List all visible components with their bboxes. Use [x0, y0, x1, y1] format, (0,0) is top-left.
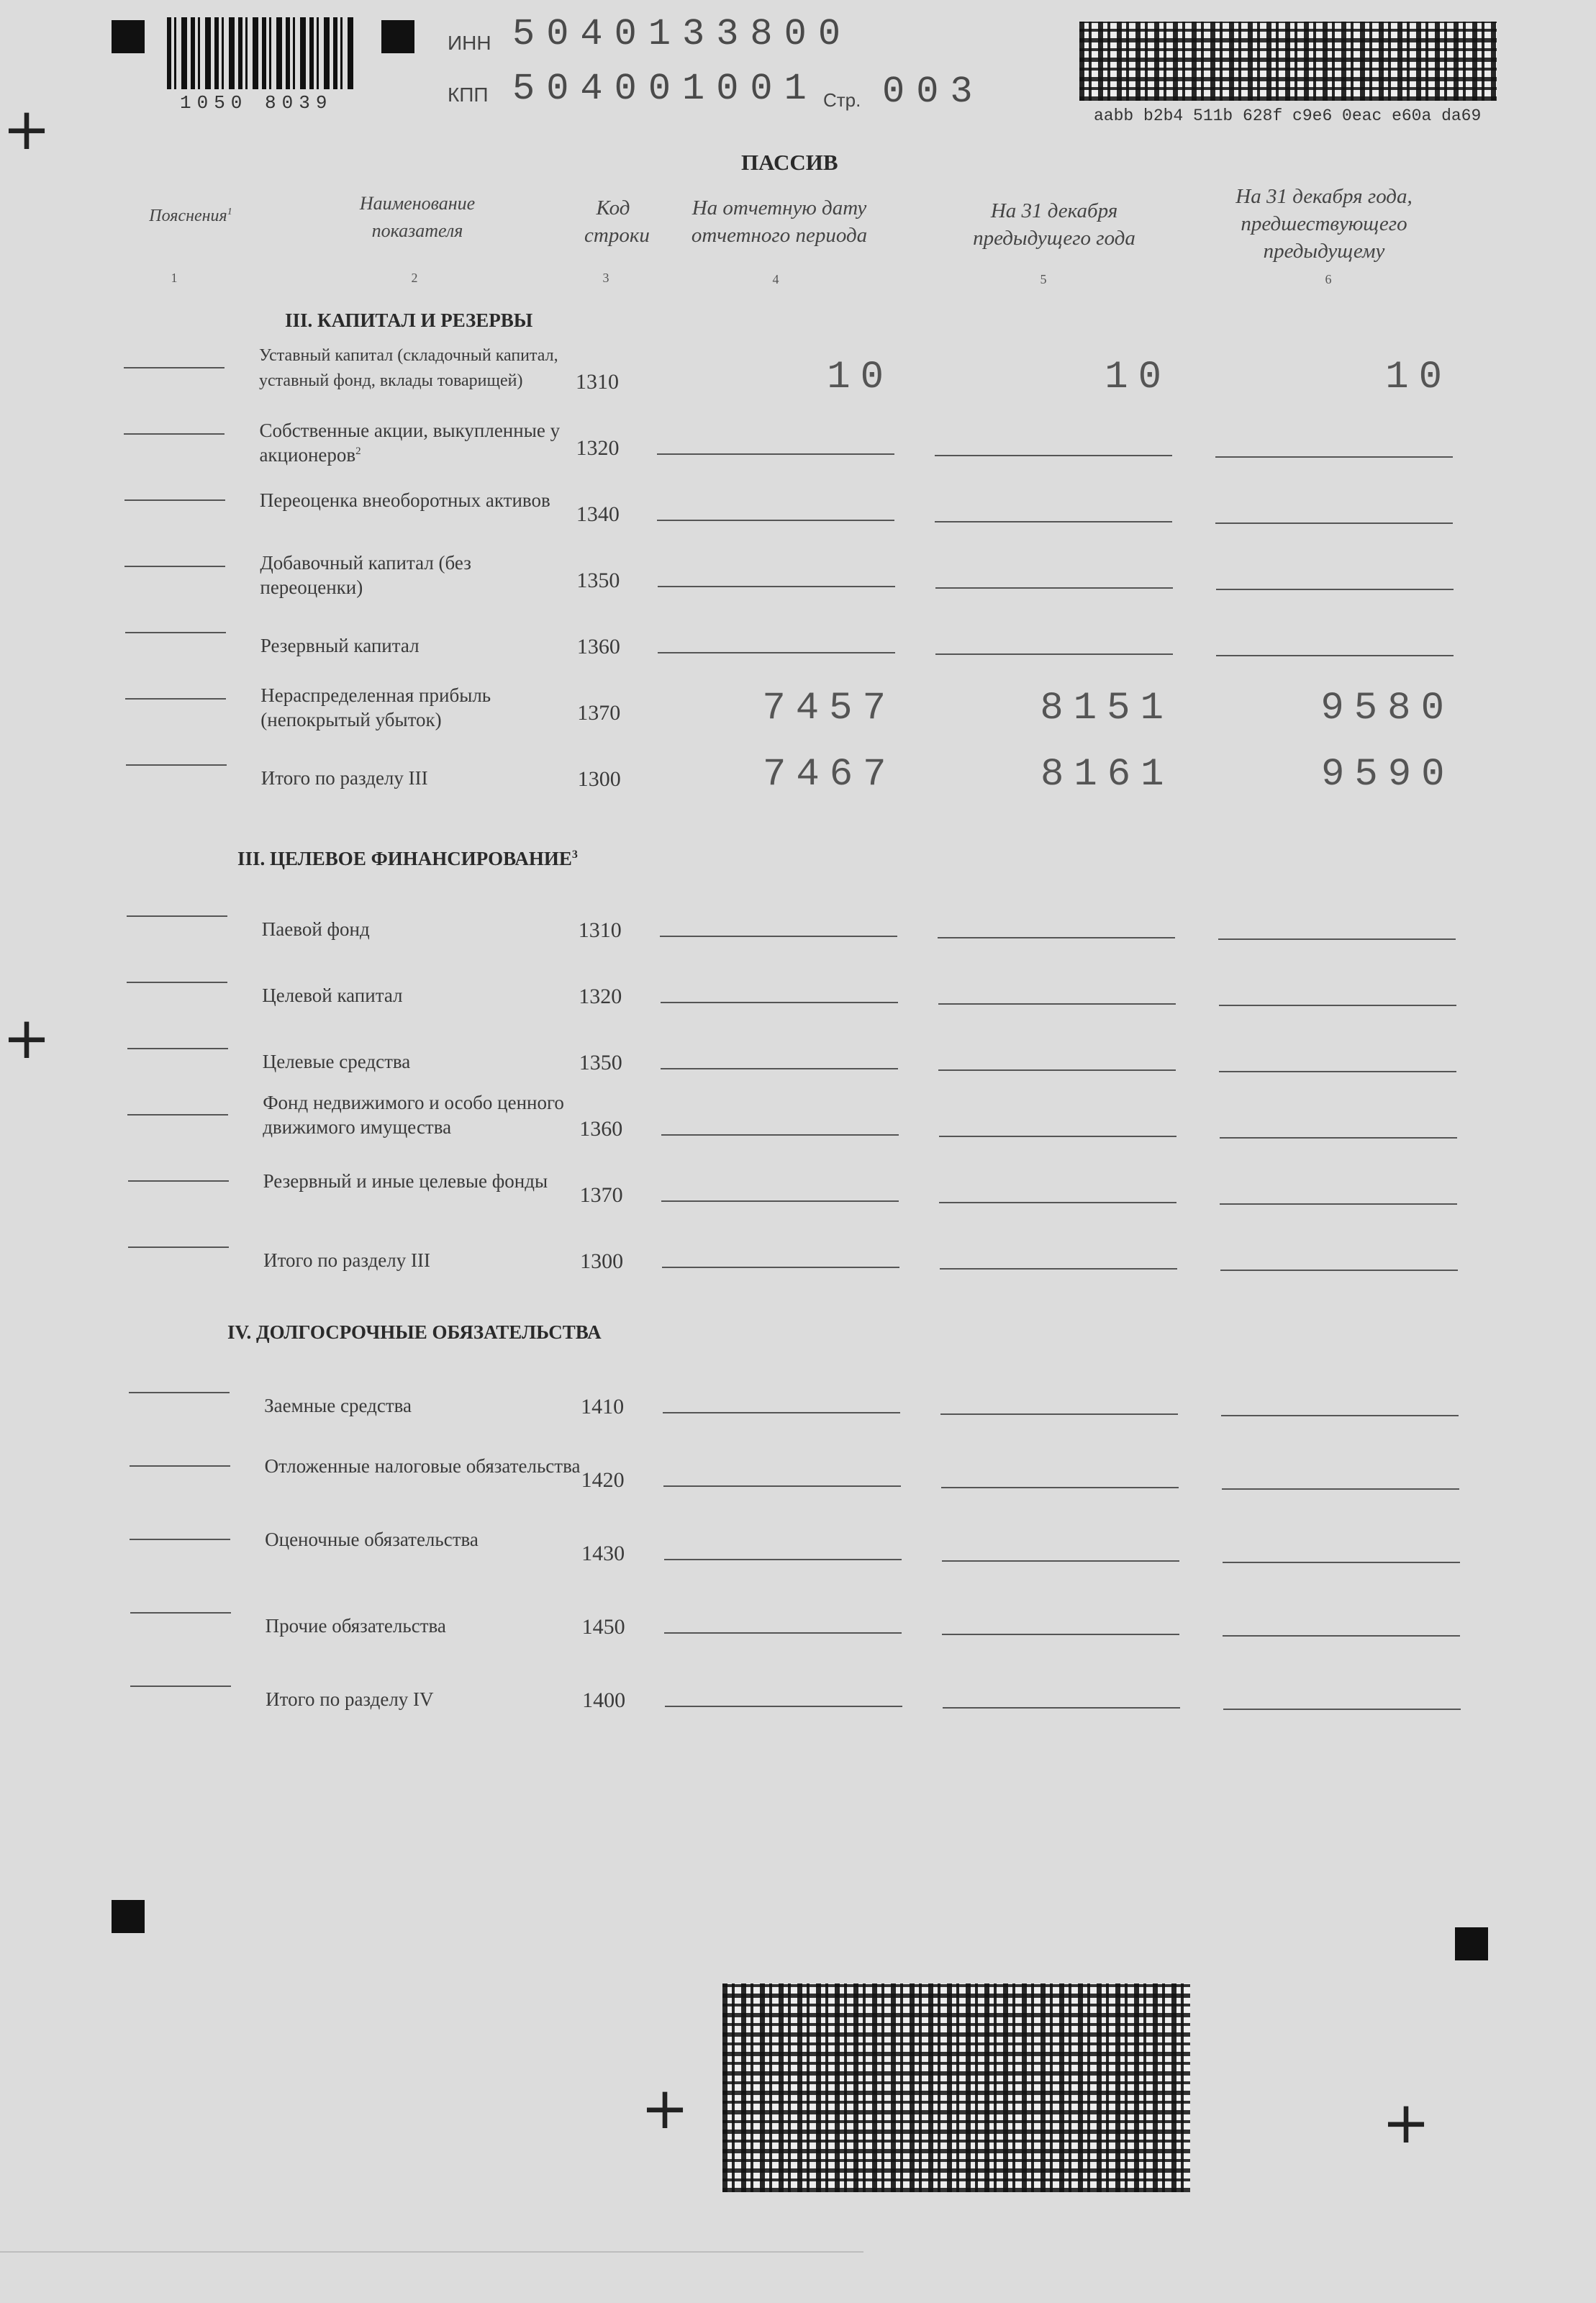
line-code: 1320 [576, 436, 620, 460]
alignment-mark-bottom-right [1455, 1927, 1488, 1960]
crosshair-mark-bottom-right: + [1382, 2089, 1430, 2156]
line-code: 1310 [576, 370, 619, 394]
value-cell-col5[interactable] [938, 901, 1175, 966]
table-row [0, 346, 1596, 417]
alignment-mark-bottom-left [112, 1900, 145, 1933]
line-code: 1410 [581, 1395, 625, 1419]
value-cell-col4[interactable] [663, 1451, 901, 1516]
indicator-name [263, 1167, 580, 1192]
value-text: 10 [827, 356, 894, 399]
value-blank-line [935, 587, 1173, 589]
value-blank-line [1215, 522, 1453, 524]
indicator-name [262, 915, 579, 940]
column-header-year-before: На 31 декабря года, предшествующего предыдущему [1235, 185, 1413, 263]
value-cell-col6[interactable] [1220, 1100, 1457, 1164]
value-blank-line [661, 1134, 899, 1136]
explanation-blank [130, 1465, 230, 1467]
column-header-explanations [119, 199, 263, 230]
line-code: 1300 [580, 1249, 624, 1273]
value-text: 7467 [762, 753, 897, 797]
value-cell-col4[interactable] [658, 551, 895, 616]
indicator-name [263, 1048, 579, 1072]
value-blank-line [657, 453, 894, 455]
table-row [0, 1451, 1596, 1516]
value-cell-col4[interactable] [661, 1100, 899, 1164]
value-cell-col6[interactable] [1216, 617, 1454, 682]
bottom-2d-barcode [722, 1983, 1190, 2192]
crosshair-mark-left-top: + [2, 96, 51, 163]
value-blank-line [940, 1268, 1177, 1270]
indicator-name [263, 1246, 580, 1271]
crosshair-mark-left-middle: + [2, 1005, 51, 1072]
table-row [0, 551, 1596, 616]
value-cell-col4[interactable] [661, 967, 898, 1032]
value-text: 9580 [1320, 687, 1454, 730]
table-row [0, 419, 1596, 484]
column-header-line-code: Код строки [584, 196, 650, 247]
inn-label: ИНН [448, 32, 491, 54]
column-header-previous-year: На 31 декабря предыдущего года [973, 199, 1135, 250]
line-code: 1370 [577, 701, 621, 725]
value-cell-col4[interactable] [658, 617, 895, 682]
value-cell-col6[interactable] [1215, 485, 1453, 550]
column-number-5: 5 [1040, 272, 1047, 286]
line-code: 1350 [576, 569, 620, 592]
value-cell-col4[interactable] [664, 1598, 902, 1662]
indicator-name-text: Итого по разделу III [263, 1249, 430, 1271]
value-blank-line [935, 653, 1173, 655]
indicator-name-text: Уставный капитал (складочный капитал, уставный фонд, вклады товарищей) [259, 346, 558, 390]
value-cell-col4[interactable] [661, 1166, 899, 1231]
table-row [0, 684, 1596, 748]
value-cell-col5[interactable] [935, 485, 1172, 550]
inn-value: 5040133800 [512, 13, 853, 55]
explanation-blank [130, 1686, 231, 1687]
value-cell-col6[interactable] [1215, 419, 1453, 484]
value-cell-col4[interactable] [657, 485, 894, 550]
line-code: 1370 [579, 1183, 623, 1207]
value-blank-line [663, 1485, 901, 1487]
indicator-name [260, 487, 576, 511]
table-row [0, 1092, 1596, 1164]
indicator-name [264, 1392, 581, 1416]
indicator-name-text: Паевой фонд [261, 918, 370, 940]
value-blank-line [1215, 456, 1453, 458]
value-blank-line [1220, 1270, 1458, 1271]
section-heading-targeted-financing [237, 848, 578, 870]
alignment-mark-top-left [112, 20, 145, 53]
page-barcode [167, 17, 355, 89]
value-cell-col6[interactable] [1217, 684, 1454, 748]
indicator-name [266, 1612, 582, 1637]
section-heading-long-term-liabilities-text: IV. ДОЛГОСРОЧНЫЕ ОБЯЗАТЕЛЬСТВА [227, 1321, 602, 1343]
value-cell-col4[interactable] [663, 1377, 900, 1442]
indicator-name-text: Отложенные налоговые обязательства [264, 1455, 581, 1477]
value-cell-col4[interactable] [659, 750, 897, 815]
value-cell-col6[interactable] [1221, 1377, 1459, 1442]
table-row [0, 967, 1596, 1032]
page-number: 003 [882, 71, 984, 113]
crosshair-mark-bottom-left: + [640, 2075, 689, 2142]
indicator-name [259, 420, 576, 466]
value-cell-col4[interactable] [662, 1232, 899, 1297]
value-cell-col6[interactable] [1218, 750, 1455, 815]
table-row [0, 901, 1596, 966]
indicator-name-text: Собственные акции, выкупленные у акционеров [259, 420, 561, 466]
value-cell-col5[interactable] [935, 419, 1172, 484]
line-code: 1300 [577, 767, 621, 791]
value-text: 8161 [1040, 753, 1174, 797]
column-number-3: 3 [602, 271, 609, 285]
value-cell-col6[interactable] [1223, 1598, 1460, 1662]
table-row [0, 1166, 1596, 1231]
table-row [0, 1524, 1596, 1589]
section-heading-capital [285, 309, 532, 332]
indicator-name-text: Целевые средства [262, 1051, 411, 1072]
indicator-name-text: Итого по разделу III [260, 767, 428, 789]
value-blank-line [660, 936, 897, 937]
value-blank-line [935, 521, 1172, 522]
value-cell-col4[interactable] [658, 684, 896, 748]
value-blank-line [941, 1487, 1179, 1488]
value-cell-col6[interactable] [1222, 1451, 1459, 1516]
explanation-blank [129, 1392, 230, 1393]
column-header-explanations-text: Пояснения [149, 207, 227, 225]
indicator-name [261, 764, 578, 789]
indicator-name [260, 553, 576, 598]
value-cell-col4[interactable] [665, 1671, 902, 1736]
value-blank-line [663, 1412, 900, 1413]
value-cell-col6[interactable] [1215, 353, 1452, 417]
page-label: Стр. [823, 89, 861, 111]
column-number-2: 2 [411, 271, 418, 285]
value-cell-col5[interactable] [936, 684, 1174, 748]
value-cell-col4[interactable] [660, 901, 897, 966]
value-blank-line [940, 1413, 1178, 1415]
value-blank-line [1221, 1415, 1459, 1416]
value-text: 10 [1105, 356, 1171, 399]
kpp-label: КПП [448, 83, 489, 106]
value-cell-col6[interactable] [1223, 1671, 1461, 1736]
value-cell-col4[interactable] [661, 1033, 898, 1098]
column-header-indicator: Наименование показателя [359, 193, 476, 241]
value-cell-col6[interactable] [1223, 1524, 1460, 1589]
value-cell-col5[interactable] [940, 1377, 1178, 1442]
indicator-name-text: Итого по разделу IV [266, 1688, 434, 1710]
value-blank-line [942, 1560, 1179, 1562]
table-row [0, 750, 1596, 815]
explanation-blank [124, 367, 225, 368]
value-blank-line [1216, 655, 1454, 656]
line-code: 1400 [582, 1688, 626, 1712]
value-blank-line [1219, 1071, 1456, 1072]
value-cell-col4[interactable] [664, 1524, 902, 1589]
value-blank-line [657, 520, 894, 521]
value-text: 9590 [1320, 753, 1455, 797]
explanation-blank [128, 1246, 229, 1248]
section-heading-capital-text: III. КАПИТАЛ И РЕЗЕРВЫ [285, 309, 533, 331]
column-header-explanations-footnote: 1 [227, 207, 232, 217]
explanation-blank [125, 698, 226, 700]
indicator-name-text: Резервный капитал [260, 635, 420, 656]
value-blank-line [1220, 1203, 1457, 1205]
line-code: 1340 [576, 502, 620, 526]
indicator-name-text: Прочие обязательства [265, 1615, 446, 1637]
value-blank-line [661, 1068, 898, 1069]
line-code: 1350 [579, 1051, 622, 1074]
value-cell-col6[interactable] [1216, 551, 1454, 616]
value-cell-col5[interactable] [938, 1033, 1176, 1098]
value-blank-line [939, 1136, 1176, 1137]
value-cell-col6[interactable] [1218, 901, 1456, 966]
table-row [0, 485, 1596, 550]
page-bottom-edge-line [0, 2251, 863, 2253]
value-blank-line [661, 1200, 899, 1202]
value-blank-line [938, 937, 1175, 938]
indicator-name [262, 982, 579, 1006]
value-cell-col6[interactable] [1219, 1033, 1456, 1098]
indicator-name [263, 1092, 579, 1138]
indicator-name-text: Добавочный капитал (без переоценки) [260, 552, 471, 598]
value-blank-line [938, 1069, 1176, 1071]
value-blank-line [662, 1267, 899, 1268]
explanation-blank [127, 1114, 228, 1116]
value-cell-col4[interactable] [657, 419, 894, 484]
value-cell-col5[interactable] [942, 1598, 1179, 1662]
explanation-blank [127, 982, 227, 983]
value-blank-line [664, 1632, 902, 1634]
alignment-mark-top-center [381, 20, 414, 53]
value-cell-col4[interactable] [656, 353, 894, 417]
value-blank-line [1216, 589, 1454, 590]
explanation-blank [125, 632, 226, 633]
value-blank-line [1220, 1137, 1457, 1139]
section-heading-footnote: 3 [571, 849, 578, 861]
value-blank-line [942, 1634, 1179, 1635]
value-cell-col5[interactable] [938, 967, 1176, 1032]
indicator-name [260, 632, 577, 656]
table-row [0, 617, 1596, 682]
value-text: 10 [1385, 356, 1452, 399]
value-blank-line [943, 1707, 1180, 1709]
value-blank-line [658, 586, 895, 587]
indicator-name [260, 685, 577, 730]
explanation-blank [130, 1539, 230, 1540]
explanation-blank [130, 1612, 231, 1614]
value-text: 8151 [1040, 687, 1174, 730]
column-number-1: 1 [171, 271, 178, 285]
explanation-blank [124, 566, 225, 567]
indicator-name-text: Резервный и иные целевые фонды [263, 1170, 548, 1192]
line-code: 1430 [581, 1542, 625, 1565]
value-cell-col6[interactable] [1220, 1166, 1457, 1231]
column-number-4: 4 [772, 272, 779, 286]
indicator-name-text: Переоценка внеоборотных активов [259, 489, 550, 511]
explanation-blank [124, 433, 225, 435]
indicator-name [259, 345, 576, 392]
indicator-name [265, 1526, 581, 1550]
value-cell-col5[interactable] [940, 1232, 1177, 1297]
indicator-name-text: Оценочные обязательства [265, 1529, 479, 1550]
value-cell-col5[interactable] [939, 1100, 1176, 1164]
value-blank-line [1222, 1488, 1459, 1490]
table-row [0, 1377, 1596, 1442]
kpp-value: 504001001 [512, 68, 818, 110]
indicator-footnote: 2 [355, 445, 361, 457]
table-row [0, 1232, 1596, 1297]
line-code: 1450 [581, 1615, 625, 1639]
table-row [0, 1598, 1596, 1662]
barcode-number: 1050 8039 [180, 92, 333, 114]
value-cell-col5[interactable] [934, 353, 1171, 417]
line-code: 1320 [579, 985, 622, 1008]
value-cell-col5[interactable] [939, 1166, 1176, 1231]
page-title: ПАССИВ [741, 150, 838, 175]
value-cell-col6[interactable] [1220, 1232, 1458, 1297]
indicator-name-text: Целевой капитал [262, 985, 403, 1006]
explanation-blank [127, 915, 227, 917]
section-heading-long-term-liabilities [227, 1321, 602, 1344]
value-cell-col5[interactable] [942, 1524, 1179, 1589]
line-code: 1310 [578, 918, 622, 942]
value-blank-line [935, 455, 1172, 456]
value-text: 7457 [762, 687, 896, 730]
indicator-name-text: Нераспределенная прибыль (непокрытый убыток) [260, 684, 491, 730]
line-code: 1360 [579, 1117, 623, 1141]
explanation-blank [126, 764, 227, 766]
line-code: 1420 [581, 1468, 625, 1492]
hash-code: aabb b2b4 511b 628f c9e6 0eac e60a da69 [1094, 107, 1482, 125]
top-right-2d-barcode [1079, 22, 1497, 101]
value-blank-line [939, 1202, 1176, 1203]
value-cell-col5[interactable] [935, 551, 1173, 616]
value-blank-line [665, 1706, 902, 1707]
value-blank-line [938, 1003, 1176, 1005]
value-blank-line [661, 1002, 898, 1003]
indicator-name [265, 1452, 581, 1477]
table-row [0, 1671, 1596, 1736]
value-blank-line [658, 652, 895, 653]
value-cell-col5[interactable] [943, 1671, 1180, 1736]
table-row [0, 1033, 1596, 1098]
value-cell-col5[interactable] [935, 617, 1173, 682]
indicator-name-text: Фонд недвижимого и особо ценного движимого имущества [263, 1092, 564, 1138]
value-blank-line [1218, 938, 1456, 940]
explanation-blank [124, 499, 225, 501]
value-blank-line [1223, 1562, 1460, 1563]
column-header-reporting-date: На отчетную дату отчетного периода [691, 196, 868, 247]
indicator-name-text: Заемные средства [264, 1395, 412, 1416]
value-cell-col5[interactable] [937, 750, 1174, 815]
explanation-blank [127, 1048, 228, 1049]
column-number-6: 6 [1325, 272, 1332, 286]
indicator-name [266, 1686, 582, 1710]
value-blank-line [1223, 1709, 1461, 1710]
line-code: 1360 [576, 635, 620, 659]
value-blank-line [1223, 1635, 1460, 1637]
explanation-blank [128, 1180, 229, 1182]
value-cell-col5[interactable] [941, 1451, 1179, 1516]
section-heading-targeted-financing-text: III. ЦЕЛЕВОЕ ФИНАНСИРОВАНИЕ [237, 848, 572, 869]
value-cell-col6[interactable] [1219, 967, 1456, 1032]
value-blank-line [1219, 1005, 1456, 1006]
value-blank-line [664, 1559, 902, 1560]
